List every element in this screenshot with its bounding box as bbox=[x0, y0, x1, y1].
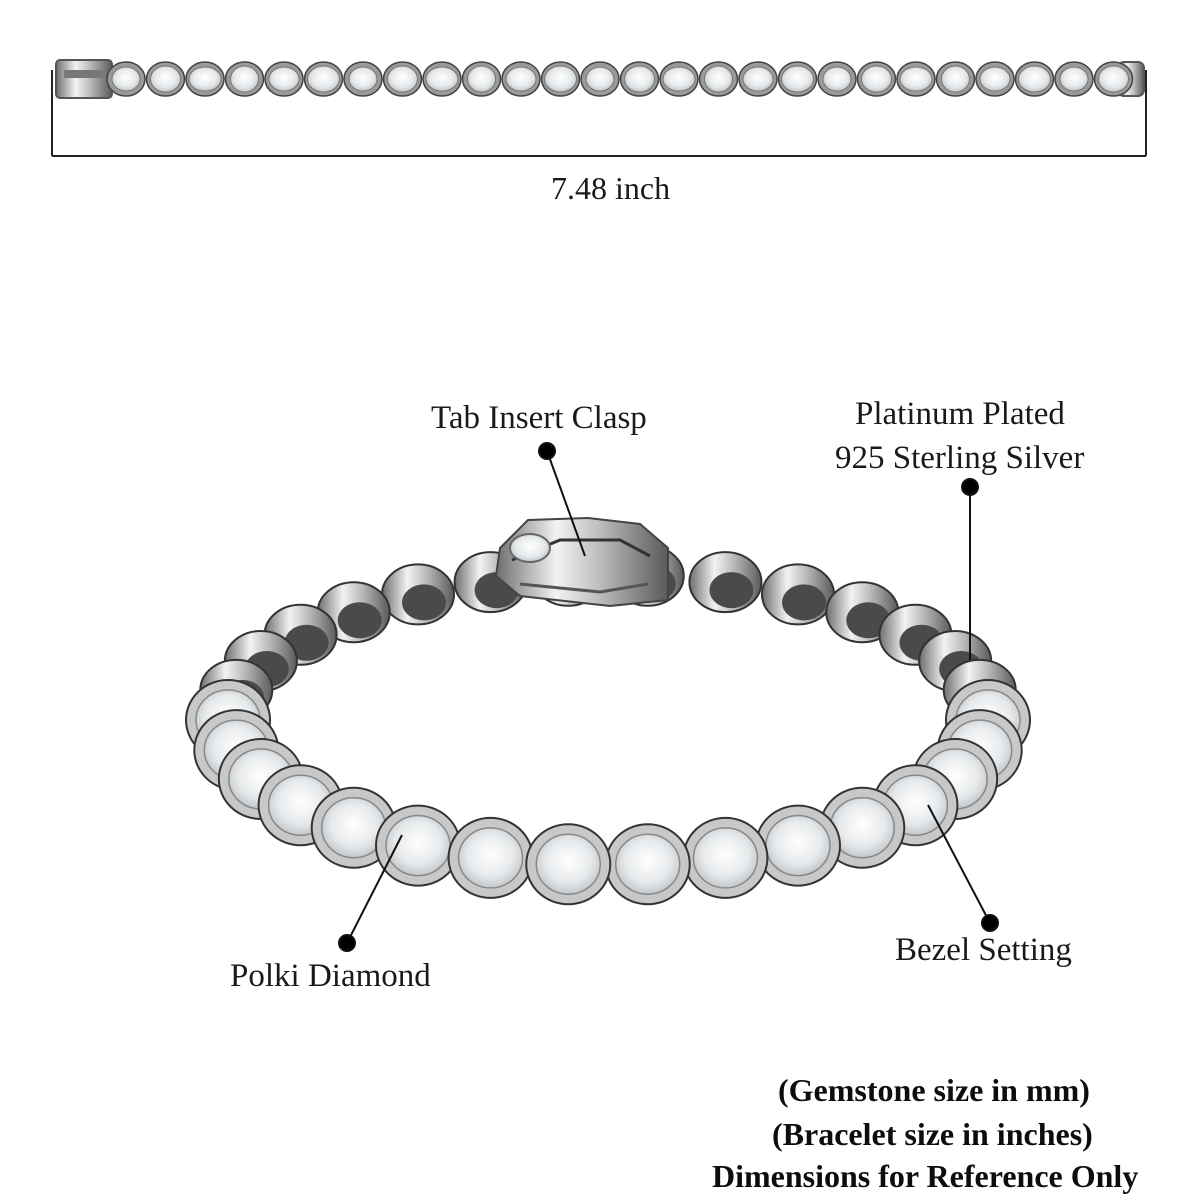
stone-callout-dot bbox=[339, 935, 355, 951]
bezel-stone bbox=[756, 806, 840, 886]
bezel-stone bbox=[1055, 62, 1093, 96]
bezel-stone bbox=[1016, 62, 1054, 96]
bezel-back bbox=[382, 564, 454, 624]
bezel-stone bbox=[700, 62, 738, 96]
clasp-callout-dot bbox=[539, 443, 555, 459]
note-gemstone-size: (Gemstone size in mm) bbox=[778, 1072, 1090, 1108]
metal-callout-dot bbox=[962, 479, 978, 495]
note-bracelet-size: (Bracelet size in inches) bbox=[772, 1116, 1093, 1152]
bezel-stone bbox=[542, 62, 580, 96]
bezel-stone bbox=[449, 818, 533, 898]
note-reference-only: Dimensions for Reference Only bbox=[712, 1158, 1139, 1194]
bezel-stone bbox=[265, 62, 303, 96]
bezel-stone bbox=[344, 62, 382, 96]
bezel-back bbox=[689, 552, 761, 612]
measurement-length-label: 7.48 inch bbox=[551, 170, 671, 206]
callout-clasp-label: Tab Insert Clasp bbox=[431, 400, 647, 436]
bezel-stone bbox=[1095, 62, 1133, 96]
bezel-stone bbox=[779, 62, 817, 96]
round-bracelet-clasp bbox=[496, 518, 668, 606]
clasp-box bbox=[56, 60, 112, 98]
bezel-back bbox=[762, 564, 834, 624]
callout-metal-label-line1: Platinum Plated bbox=[855, 396, 1065, 432]
bezel-stone bbox=[683, 818, 767, 898]
bezel-stone bbox=[739, 62, 777, 96]
bezel-stone bbox=[526, 824, 610, 904]
bezel-stone bbox=[376, 806, 460, 886]
bezel-stone bbox=[147, 62, 185, 96]
setting-callout-dot bbox=[982, 915, 998, 931]
callout-stone-label: Polki Diamond bbox=[230, 958, 431, 994]
bezel-stone bbox=[818, 62, 856, 96]
bezel-stone bbox=[423, 62, 461, 96]
straight-bracelet bbox=[56, 60, 1144, 98]
bezel-stone bbox=[897, 62, 935, 96]
bezel-stone bbox=[581, 62, 619, 96]
bezel-stone bbox=[976, 62, 1014, 96]
bezel-stone bbox=[502, 62, 540, 96]
clasp-tongue bbox=[64, 70, 104, 78]
bezel-stone bbox=[463, 62, 501, 96]
bezel-stone bbox=[384, 62, 422, 96]
callout-setting-label: Bezel Setting bbox=[895, 932, 1072, 968]
bezel-stone bbox=[660, 62, 698, 96]
bezel-stone bbox=[107, 62, 145, 96]
callout-metal-label-line2: 925 Sterling Silver bbox=[835, 440, 1085, 476]
bezel-stone bbox=[606, 824, 690, 904]
bezel-stone bbox=[305, 62, 343, 96]
bezel-stone bbox=[621, 62, 659, 96]
bezel-stone bbox=[186, 62, 224, 96]
bezel-stone bbox=[858, 62, 896, 96]
bezel-stone bbox=[937, 62, 975, 96]
bezel-stone bbox=[226, 62, 264, 96]
